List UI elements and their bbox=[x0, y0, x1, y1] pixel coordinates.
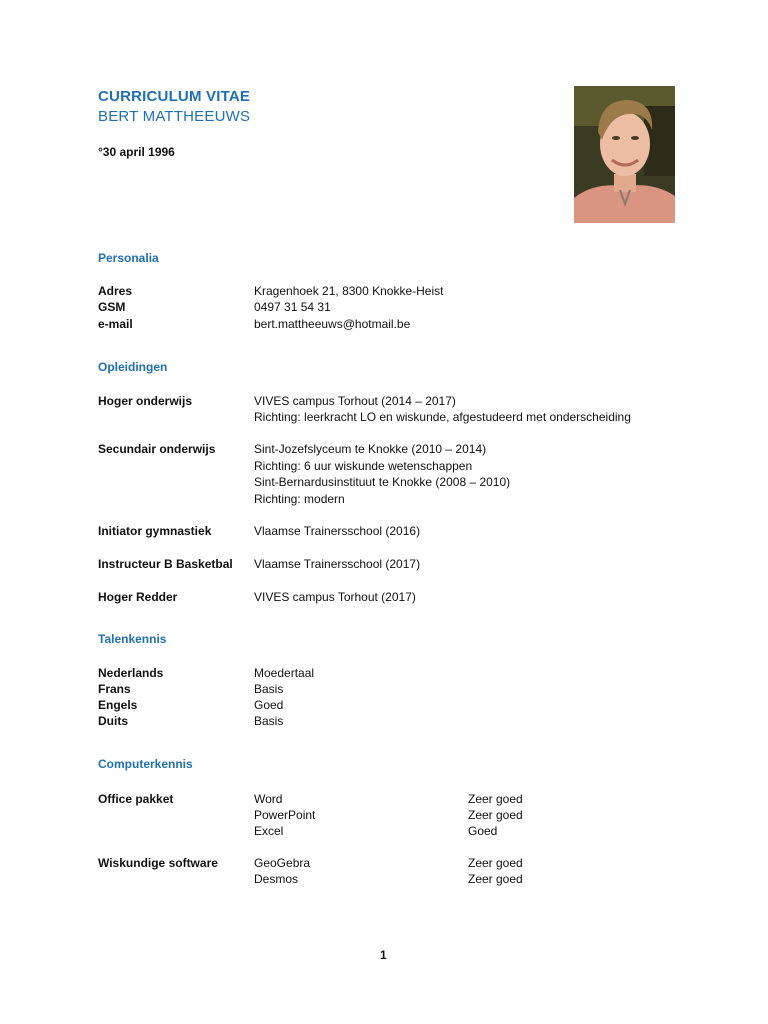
row-value: bert.mattheeuws@hotmail.be bbox=[254, 317, 411, 331]
section-heading-opleidingen: Opleidingen bbox=[98, 360, 168, 374]
row-label: GSM bbox=[98, 300, 126, 314]
language-level: Goed bbox=[254, 698, 284, 712]
entry-line: Sint-Bernardusinstituut te Knokke (2008 – 2010) bbox=[254, 475, 511, 489]
row-value: 0497 31 54 31 bbox=[254, 300, 331, 314]
person-name: BERT MATTHEEUWS bbox=[98, 108, 251, 125]
entry-line: Richting: 6 uur wiskunde wetenschappen bbox=[254, 459, 473, 473]
software-name: Excel bbox=[254, 824, 284, 838]
profile-photo bbox=[574, 86, 675, 223]
software-name: PowerPoint bbox=[254, 808, 316, 822]
software-group-label: Wiskundige software bbox=[98, 856, 218, 870]
software-level: Zeer goed bbox=[468, 808, 523, 822]
entry-line: Sint-Jozefslyceum te Knokke (2010 – 2014) bbox=[254, 442, 487, 456]
entry-label: Initiator gymnastiek bbox=[98, 524, 212, 538]
entry-line: VIVES campus Torhout (2017) bbox=[254, 590, 416, 604]
language-name: Frans bbox=[98, 682, 131, 696]
language-name: Duits bbox=[98, 714, 128, 728]
page-number: 1 bbox=[380, 948, 387, 962]
entry-line: Vlaamse Trainersschool (2016) bbox=[254, 524, 421, 538]
software-level: Zeer goed bbox=[468, 792, 523, 806]
language-level: Basis bbox=[254, 682, 284, 696]
birth-date: °30 april 1996 bbox=[98, 145, 175, 159]
software-name: Desmos bbox=[254, 872, 299, 886]
software-level: Goed bbox=[468, 824, 498, 838]
language-name: Engels bbox=[98, 698, 138, 712]
entry-line: Richting: modern bbox=[254, 492, 345, 506]
entry-label: Hoger Redder bbox=[98, 590, 178, 604]
document-title: CURRICULUM VITAE bbox=[98, 88, 251, 105]
software-level: Zeer goed bbox=[468, 856, 523, 870]
row-value: Kragenhoek 21, 8300 Knokke-Heist bbox=[254, 284, 444, 298]
entry-label: Instructeur B Basketbal bbox=[98, 557, 233, 571]
software-name: Word bbox=[254, 792, 283, 806]
section-heading-talenkennis: Talenkennis bbox=[98, 632, 167, 646]
row-label: Adres bbox=[98, 284, 133, 298]
software-level: Zeer goed bbox=[468, 872, 523, 886]
entry-line: Vlaamse Trainersschool (2017) bbox=[254, 557, 421, 571]
entry-label: Hoger onderwijs bbox=[98, 394, 193, 408]
entry-line: Richting: leerkracht LO en wiskunde, afgestudeerd met onderscheiding bbox=[254, 410, 631, 424]
section-heading-personalia: Personalia bbox=[98, 251, 159, 265]
entry-line: VIVES campus Torhout (2014 – 2017) bbox=[254, 394, 456, 408]
row-label: e-mail bbox=[98, 317, 133, 331]
language-level: Basis bbox=[254, 714, 284, 728]
software-name: GeoGebra bbox=[254, 856, 311, 870]
language-level: Moedertaal bbox=[254, 666, 315, 680]
language-name: Nederlands bbox=[98, 666, 164, 680]
section-heading-computerkennis: Computerkennis bbox=[98, 757, 193, 771]
entry-label: Secundair onderwijs bbox=[98, 442, 216, 456]
software-group-label: Office pakket bbox=[98, 792, 174, 806]
